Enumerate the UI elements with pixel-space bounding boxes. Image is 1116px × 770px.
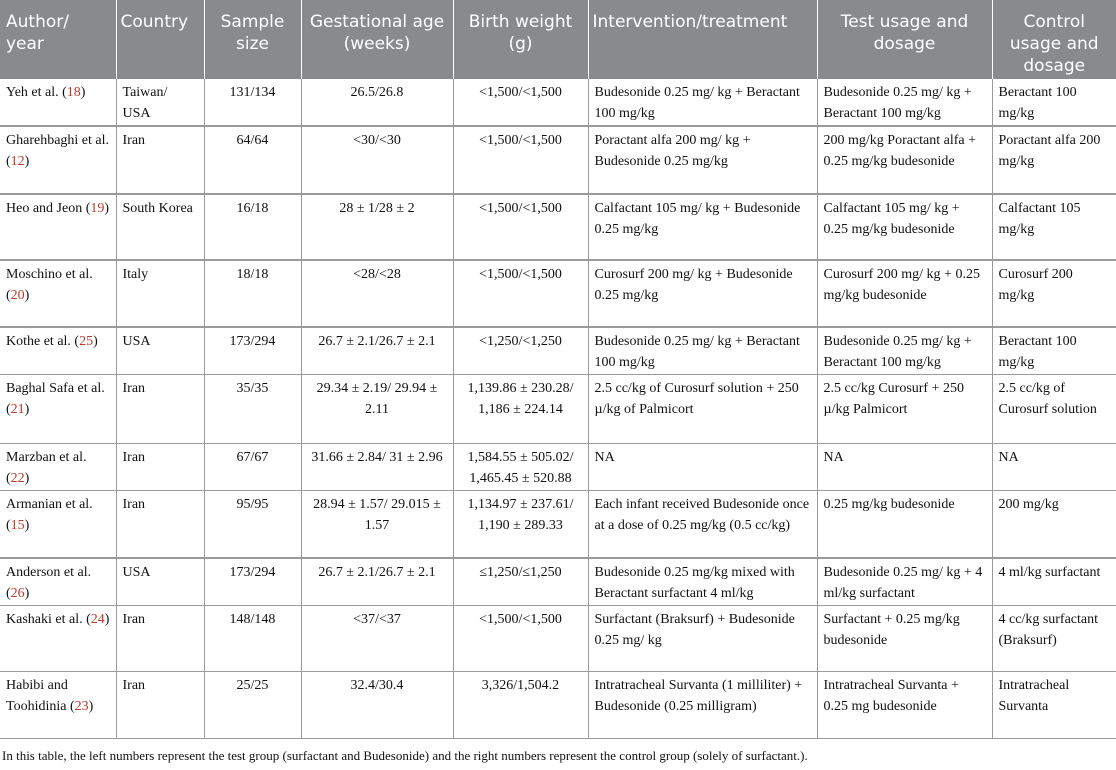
- cell-control-usage: Calfactant 105 mg/kg: [992, 194, 1116, 260]
- cell-author: Armanian et al. (15): [0, 491, 116, 558]
- cell-birth-weight: ≤1,250/≤1,250: [453, 558, 588, 606]
- cell-control-usage: Beractant 100 mg/kg: [992, 79, 1116, 126]
- reference-link[interactable]: 26: [10, 585, 25, 601]
- cell-gestational-age: <37/<37: [301, 605, 453, 671]
- cell-control-usage: Intratracheal Survanta: [992, 671, 1116, 738]
- cell-birth-weight: 1,584.55 ± 505.02/ 1,465.45 ± 520.88: [453, 444, 588, 491]
- table-row: [0, 605, 1116, 671]
- cell-intervention: Poractant alfa 200 mg/ kg + Budesonide 0.25 mg/kg: [588, 126, 817, 194]
- cell-birth-weight: <1,500/<1,500: [453, 605, 588, 671]
- cell-sample-size: 131/134: [204, 79, 301, 126]
- cell-author: Kothe et al. (25): [0, 327, 116, 375]
- reference-link[interactable]: 25: [79, 334, 94, 349]
- cell-test-usage: Budesonide 0.25 mg/ kg + 4 ml/kg surfactant: [817, 558, 992, 606]
- table-row: [0, 194, 1116, 260]
- cell-control-usage: Poractant alfa 200 mg/kg: [992, 126, 1116, 194]
- cell-author: Yeh et al. (18): [0, 79, 116, 126]
- cell-test-usage: Surfactant + 0.25 mg/kg budesonide: [817, 605, 992, 671]
- reference-link[interactable]: 20: [10, 288, 25, 303]
- cell-birth-weight: <1,500/<1,500: [453, 79, 588, 126]
- cell-country: Iran: [116, 671, 204, 738]
- cell-sample-size: 173/294: [204, 327, 301, 375]
- cell-author: Marzban et al. (22): [0, 444, 116, 491]
- cell-sample-size: 18/18: [204, 260, 301, 327]
- cell-test-usage: 2.5 cc/kg Curosurf + 250 µ/kg Palmicort: [817, 375, 992, 444]
- cell-country: Italy: [116, 260, 204, 327]
- cell-intervention: Budesonide 0.25 mg/ kg + Beractant 100 mg/kg: [588, 327, 817, 375]
- cell-birth-weight: <1,500/<1,500: [453, 194, 588, 260]
- reference-link[interactable]: 22: [10, 471, 25, 486]
- cell-birth-weight: <1,500/<1,500: [453, 260, 588, 327]
- reference-link[interactable]: 24: [90, 611, 105, 627]
- cell-intervention: Curosurf 200 mg/ kg + Budesonide 0.25 mg/kg: [588, 260, 817, 327]
- table-row: [0, 558, 1116, 606]
- table-row: [0, 375, 1116, 444]
- cell-author: Kashaki et al. (24): [0, 605, 116, 671]
- cell-birth-weight: <1,250/<1,250: [453, 327, 588, 375]
- cell-intervention: Intratracheal Survanta (1 milliliter) + Budesonide (0.25 milligram): [588, 671, 817, 738]
- cell-author: Habibi and Toohidinia (23): [0, 671, 116, 738]
- cell-sample-size: 64/64: [204, 126, 301, 194]
- cell-intervention: Budesonide 0.25 mg/kg mixed with Beractant surfactant 4 ml/kg: [588, 558, 817, 606]
- cell-control-usage: 2.5 cc/kg of Curosurf solution: [992, 375, 1116, 444]
- cell-country: Iran: [116, 375, 204, 444]
- cell-test-usage: Calfactant 105 mg/ kg + 0.25 mg/kg budesonide: [817, 194, 992, 260]
- reference-link[interactable]: 15: [10, 518, 25, 533]
- cell-author: Moschino et al. (20): [0, 260, 116, 327]
- cell-intervention: NA: [588, 444, 817, 491]
- cell-sample-size: 67/67: [204, 444, 301, 491]
- table-row: [0, 444, 1116, 491]
- cell-intervention: Each infant received Budesonide once at a dose of 0.25 mg/kg (0.5 cc/kg): [588, 491, 817, 558]
- cell-sample-size: 35/35: [204, 375, 301, 444]
- table-row: [0, 327, 1116, 375]
- cell-sample-size: 25/25: [204, 671, 301, 738]
- cell-gestational-age: 26.5/26.8: [301, 79, 453, 126]
- cell-control-usage: NA: [992, 444, 1116, 491]
- cell-gestational-age: <30/<30: [301, 126, 453, 194]
- cell-author: Anderson et al. (26): [0, 558, 116, 606]
- reference-link[interactable]: 21: [10, 402, 25, 417]
- cell-control-usage: 4 ml/kg surfactant: [992, 558, 1116, 606]
- cell-sample-size: 16/18: [204, 194, 301, 260]
- cell-country: South Korea: [116, 194, 204, 260]
- cell-gestational-age: 31.66 ± 2.84/ 31 ± 2.96: [301, 444, 453, 491]
- cell-control-usage: Beractant 100 mg/kg: [992, 327, 1116, 375]
- cell-test-usage: Budesonide 0.25 mg/ kg + Beractant 100 mg/kg: [817, 79, 992, 126]
- header-gestational-age: Gestational age (weeks): [301, 0, 453, 79]
- table-row: [0, 491, 1116, 558]
- cell-birth-weight: 1,139.86 ± 230.28/ 1,186 ± 224.14: [453, 375, 588, 444]
- cell-country: Iran: [116, 605, 204, 671]
- table-row: [0, 126, 1116, 194]
- cell-test-usage: 0.25 mg/kg budesonide: [817, 491, 992, 558]
- cell-control-usage: 200 mg/kg: [992, 491, 1116, 558]
- cell-author: Heo and Jeon (19): [0, 194, 116, 260]
- cell-test-usage: Curosurf 200 mg/ kg + 0.25 mg/kg budesonide: [817, 260, 992, 327]
- reference-link[interactable]: 12: [10, 154, 25, 169]
- cell-country: Iran: [116, 126, 204, 194]
- header-country: Country: [116, 0, 204, 79]
- cell-birth-weight: 1,134.97 ± 237.61/ 1,190 ± 289.33: [453, 491, 588, 558]
- cell-gestational-age: 28.94 ± 1.57/ 29.015 ± 1.57: [301, 491, 453, 558]
- reference-link[interactable]: 18: [66, 85, 81, 100]
- cell-gestational-age: <28/<28: [301, 260, 453, 327]
- header-intervention: Intervention/treatment: [588, 0, 817, 79]
- cell-gestational-age: 28 ± 1/28 ± 2: [301, 194, 453, 260]
- cell-sample-size: 95/95: [204, 491, 301, 558]
- cell-gestational-age: 29.34 ± 2.19/ 29.94 ± 2.11: [301, 375, 453, 444]
- header-test-usage: Test usage and dosage: [817, 0, 992, 79]
- cell-gestational-age: 26.7 ± 2.1/26.7 ± 2.1: [301, 327, 453, 375]
- cell-country: Iran: [116, 444, 204, 491]
- cell-intervention: Surfactant (Braksurf) + Budesonide 0.25 mg/ kg: [588, 605, 817, 671]
- cell-test-usage: Intratracheal Survanta + 0.25 mg budesonide: [817, 671, 992, 738]
- cell-test-usage: 200 mg/kg Poractant alfa + 0.25 mg/kg budesonide: [817, 126, 992, 194]
- cell-country: USA: [116, 558, 204, 606]
- cell-author: Gharehbaghi et al. (12): [0, 126, 116, 194]
- cell-author: Baghal Safa et al. (21): [0, 375, 116, 444]
- cell-birth-weight: 3,326/1,504.2: [453, 671, 588, 738]
- header-author: Author/ year: [0, 0, 116, 79]
- header-birth-weight: Birth weight (g): [453, 0, 588, 79]
- cell-intervention: Calfactant 105 mg/ kg + Budesonide 0.25 mg/kg: [588, 194, 817, 260]
- cell-gestational-age: 26.7 ± 2.1/26.7 ± 2.1: [301, 558, 453, 606]
- cell-birth-weight: <1,500/<1,500: [453, 126, 588, 194]
- cell-intervention: Budesonide 0.25 mg/ kg + Beractant 100 mg/kg: [588, 79, 817, 126]
- cell-country: Iran: [116, 491, 204, 558]
- reference-link[interactable]: 19: [90, 201, 105, 216]
- cell-country: Taiwan/ USA: [116, 79, 204, 126]
- cell-gestational-age: 32.4/30.4: [301, 671, 453, 738]
- header-control-usage: Control usage and dosage: [992, 0, 1116, 79]
- cell-sample-size: 173/294: [204, 558, 301, 606]
- cell-control-usage: 4 cc/kg surfactant (Braksurf): [992, 605, 1116, 671]
- header-row: [0, 0, 1116, 79]
- table-row: [0, 671, 1116, 738]
- table-row: [0, 260, 1116, 327]
- table-row: [0, 79, 1116, 126]
- header-sample-size: Sample size: [204, 0, 301, 79]
- table-footnote: In this table, the left numbers represent the test group (surfactant and Budesonide) and the right numbers represent the control group (solely of surfactant.).: [2, 748, 808, 763]
- cell-country: USA: [116, 327, 204, 375]
- cell-control-usage: Curosurf 200 mg/kg: [992, 260, 1116, 327]
- cell-intervention: 2.5 cc/kg of Curosurf solution + 250 µ/kg of Palmicort: [588, 375, 817, 444]
- cell-test-usage: Budesonide 0.25 mg/ kg + Beractant 100 mg/kg: [817, 327, 992, 375]
- cell-test-usage: NA: [817, 444, 992, 491]
- reference-link[interactable]: 23: [74, 698, 89, 714]
- cell-sample-size: 148/148: [204, 605, 301, 671]
